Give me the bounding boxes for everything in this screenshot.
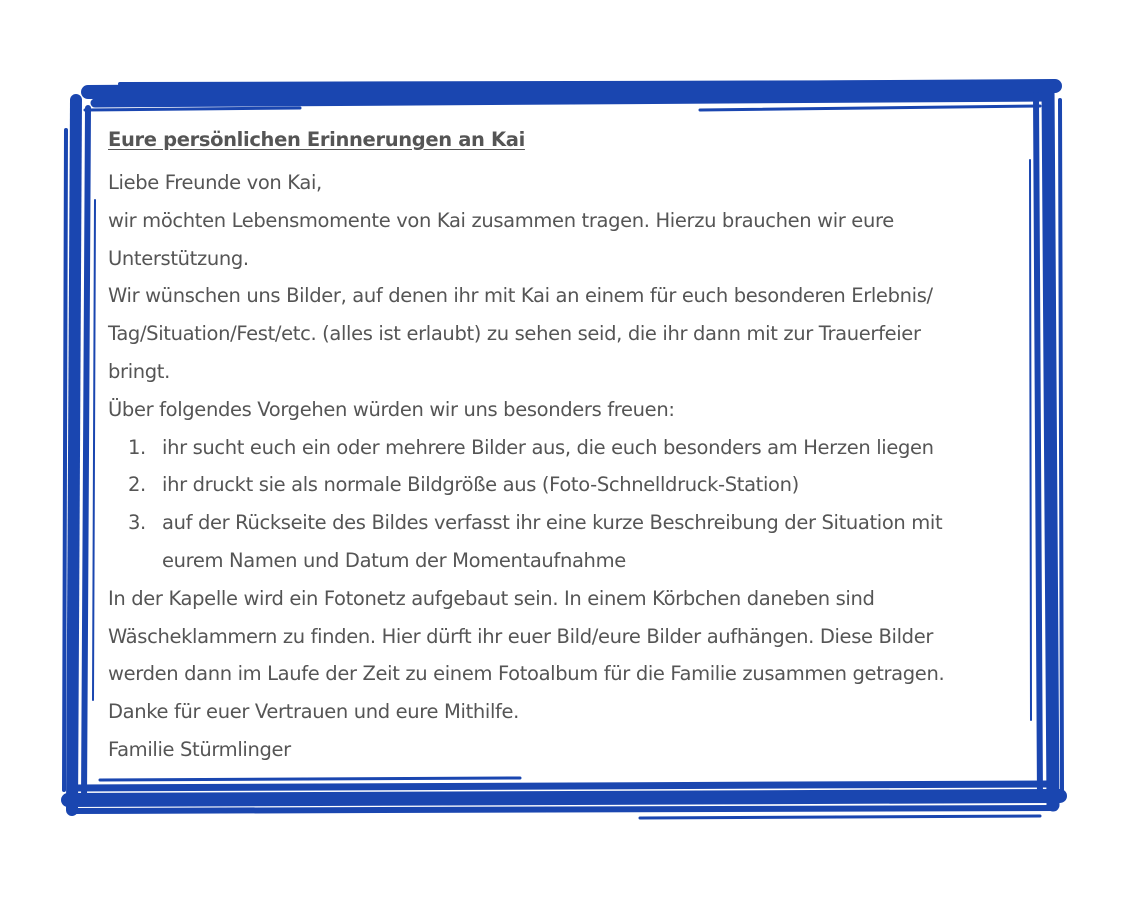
list-item-text: auf der Rückseite des Bildes verfasst ihr eine kurze Beschreibung der Situation mit	[162, 511, 943, 535]
list-item-text: ihr druckt sie als normale Bildgröße aus (Foto-Schnelldruck-Station)	[162, 473, 799, 497]
signature: Familie Stürmlinger	[108, 737, 291, 761]
list-number: 3.	[128, 511, 146, 535]
chapel-line: werden dann im Laufe der Zeit zu einem Fotoalbum für die Familie zusammen getragen.	[108, 662, 945, 686]
letter-body	[108, 124, 1008, 769]
intro-line: Unterstützung.	[108, 246, 249, 270]
chapel-line: In der Kapelle wird ein Fotonetz aufgebaut sein. In einem Körbchen daneben sind	[108, 586, 875, 610]
list-item	[108, 466, 1008, 504]
steps-list	[108, 429, 1008, 580]
list-item-continuation	[108, 542, 1008, 580]
list-item-text: eurem Namen und Datum der Momentaufnahme	[162, 548, 626, 572]
list-number: 2.	[128, 473, 146, 497]
list-item	[108, 429, 1008, 467]
procedure-intro: Über folgendes Vorgehen würden wir uns besonders freuen:	[108, 397, 675, 421]
wish-line: Wir wünschen uns Bilder, auf denen ihr mit Kai an einem für euch besonderen Erlebnis/	[108, 284, 933, 308]
intro-line: wir möchten Lebensmomente von Kai zusammen tragen. Hierzu brauchen wir eure	[108, 208, 894, 232]
page-title: Eure persönlichen Erinnerungen an Kai	[108, 128, 525, 151]
wish-line: Tag/Situation/Fest/etc. (alles ist erlaubt) zu sehen seid, die ihr dann mit zur Trauerfeier	[108, 322, 921, 346]
list-item-text: ihr sucht euch ein oder mehrere Bilder aus, die euch besonders am Herzen liegen	[162, 435, 934, 459]
wish-line: bringt.	[108, 359, 170, 383]
greeting-line: Liebe Freunde von Kai,	[108, 171, 322, 194]
thanks-line: Danke für euer Vertrauen und eure Mithilfe.	[108, 700, 520, 724]
list-item	[108, 504, 1008, 542]
list-number: 1.	[128, 435, 146, 459]
chapel-line: Wäscheklammern zu finden. Hier dürft ihr euer Bild/eure Bilder aufhängen. Diese Bilder	[108, 624, 934, 648]
